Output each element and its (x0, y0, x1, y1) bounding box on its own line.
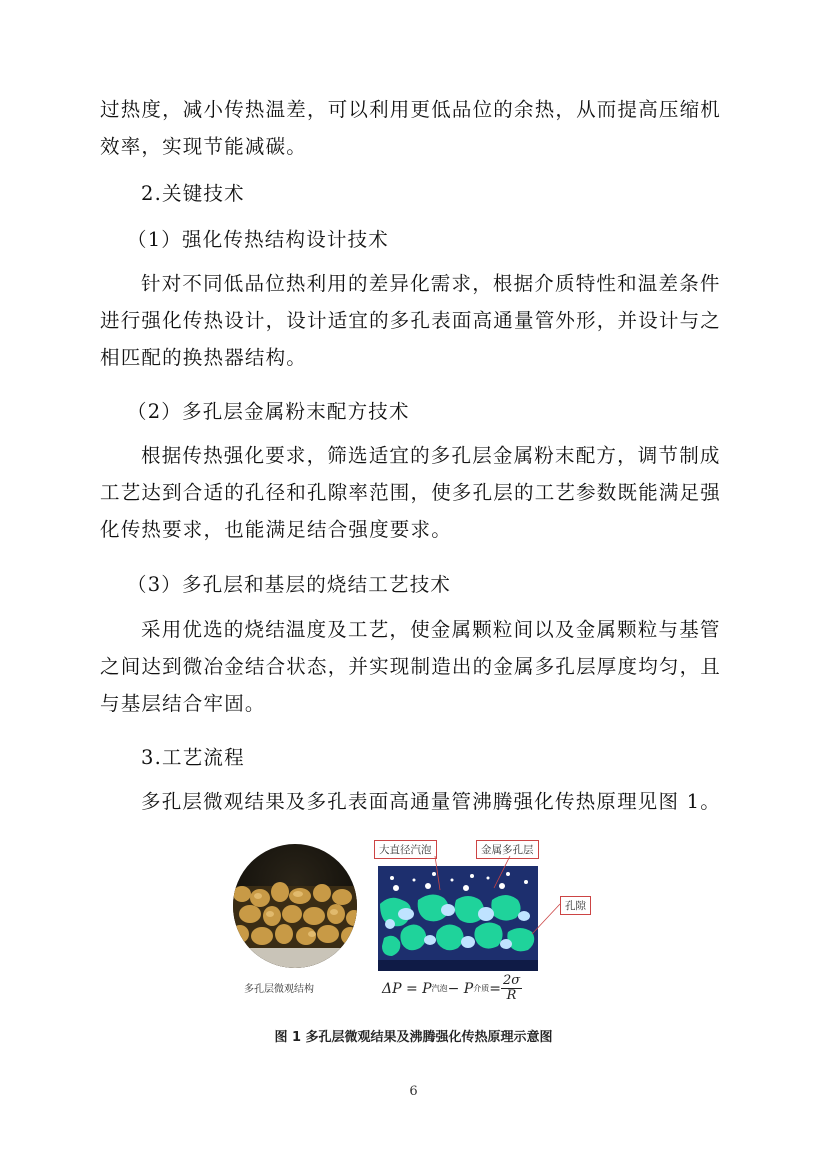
subheading-powder-formula: （2）多孔层金属粉末配方技术 (127, 400, 410, 423)
section-heading-process: 3.工艺流程 (141, 746, 245, 769)
paragraph-sintering: 采用优选的烧结温度及工艺，使金属颗粒间以及金属颗粒与基管之间达到微冶金结合状态，并实现制造出的金属多孔层厚度均匀，且与基层结合牢固。 (100, 618, 722, 715)
subheading-structure-design: （1）强化传热结构设计技术 (127, 228, 390, 251)
figure-1 (230, 836, 620, 1006)
paragraph-structure-design: 针对不同低品位热利用的差异化需求，根据介质特性和温差条件进行强化传热设计，设计适宜的多孔表面高通量管外形，并设计与之相匹配的换热器结构。 (100, 272, 722, 369)
page-number: 6 (409, 1084, 418, 1099)
callout-large-bubble: 大直径汽泡 (374, 840, 437, 859)
paragraph-continued: 过热度，减小传热温差，可以利用更低品位的余热，从而提高压缩机效率，实现节能减碳。 (100, 98, 722, 158)
callout-porous-layer: 金属多孔层 (476, 840, 539, 859)
formula-pressure: ΔP = P 汽泡 − P 介质 = $\frac{2\sigma}{R}$ (382, 973, 521, 1003)
callout-pore: 孔隙 (560, 896, 591, 915)
paragraph-process: 多孔层微观结果及多孔表面高通量管沸腾强化传热原理见图 1。 (141, 790, 721, 813)
paragraph-powder-formula: 根据传热强化要求，筛选适宜的多孔层金属粉末配方，调节制成工艺达到合适的孔径和孔隙率范围，使多孔层的工艺参数既能满足强化传热要求，也能满足结合强度要求。 (100, 444, 722, 541)
section-heading-key-tech: 2.关键技术 (141, 182, 245, 205)
subheading-sintering: （3）多孔层和基层的烧结工艺技术 (127, 573, 452, 596)
figure-caption: 图 1 多孔层微观结果及沸腾强化传热原理示意图 (274, 1030, 553, 1045)
micrograph-label: 多孔层微观结构 (244, 984, 314, 995)
